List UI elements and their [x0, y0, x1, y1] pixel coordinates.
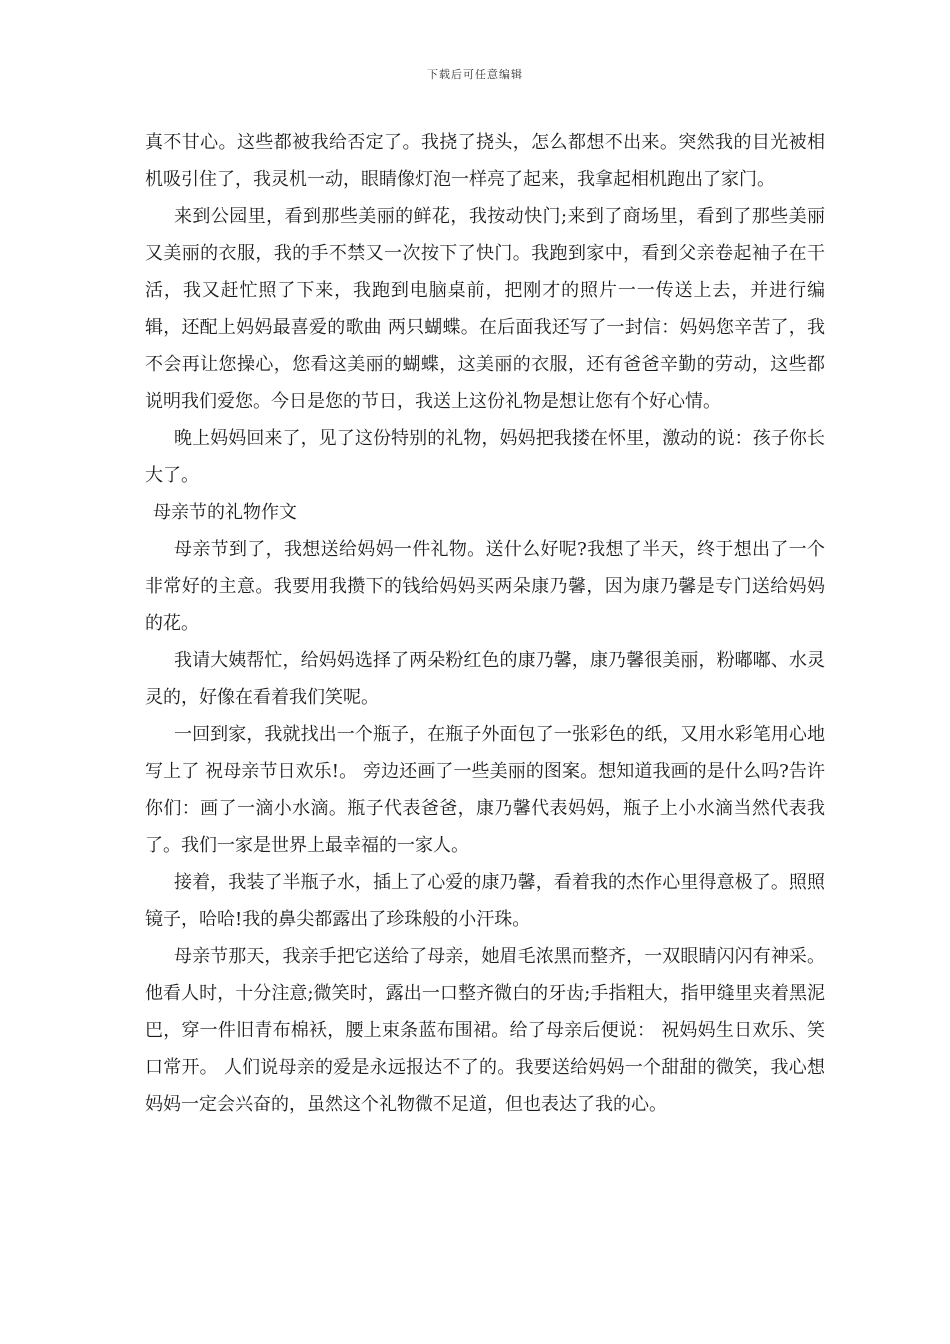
section-heading: 母亲节的礼物作文	[153, 502, 297, 523]
paragraph-2: 来到公园里，看到那些美丽的鲜花，我按动快门;来到了商场里，看到了那些美丽又美丽的衣服，我的手不禁又一次按下了快门。我跑到家中，看到父亲卷起袖子在干活，我又赶忙照了下来，我跑到电脑桌前，把刚才的照片一一传送上去，并进行编辑，还配上妈妈最喜爱的歌曲 两只蝴蝶。在后面我还写了一封信：妈妈您辛苦了，我不会再让您操心，您看这美丽的蝴蝶，这美丽的衣服，还有爸爸辛勤的劳动，这些都说明我们爱您。今日是您的节日，我送上这份礼物是想让您有个好心情。	[145, 206, 825, 412]
paragraph-7: 接着，我装了半瓶子水，插上了心爱的康乃馨，看着我的杰作心里得意极了。照照镜子，哈哈!我的鼻尖都露出了珍珠般的小汗珠。	[145, 872, 825, 930]
paragraph-1: 真不甘心。这些都被我给否定了。我挠了挠头，怎么都想不出来。突然我的目光被相机吸引住了，我灵机一动，眼睛像灯泡一样亮了起来，我拿起相机跑出了家门。	[145, 132, 825, 190]
paragraph-6: 一回到家，我就找出一个瓶子，在瓶子外面包了一张彩色的纸，又用水彩笔用心地写上了 祝母亲节日欢乐!。 旁边还画了一些美丽的图案。想知道我画的是什么吗?告许你们：画了一滴小水滴。瓶子代表爸爸，康乃馨代表妈妈，瓶子上小水滴当然代表我了。我们一家是世界上最幸福的一家人。	[145, 724, 825, 856]
paragraph-4: 母亲节到了，我想送给妈妈一件礼物。送什么好呢?我想了半天，终于想出了一个非常好的主意。我要用我攒下的钱给妈妈买两朵康乃馨，因为康乃馨是专门送给妈妈的花。	[145, 539, 825, 634]
page-header: 下载后可任意编辑	[427, 68, 523, 81]
paragraph-3: 晚上妈妈回来了，见了这份特别的礼物，妈妈把我搂在怀里，激动的说：孩子你长大了。	[145, 428, 825, 486]
paragraph-8: 母亲节那天，我亲手把它送给了母亲，她眉毛浓黑而整齐，一双眼睛闪闪有神采。他看人时，十分注意;微笑时，露出一口整齐微白的牙齿;手指粗大，指甲缝里夹着黑泥巴，穿一件旧青布棉袄，腰上束条蓝布围裙。给了母亲后便说： 祝妈妈生日欢乐、笑口常开。 人们说母亲的爱是永远报达不了的。我要送给妈妈一个甜甜的微笑，我心想妈妈一定会兴奋的，虽然这个礼物微不足道，但也表达了我的心。	[145, 946, 825, 1115]
document-body	[145, 124, 825, 1123]
paragraph-5: 我请大姨帮忙，给妈妈选择了两朵粉红色的康乃馨，康乃馨很美丽，粉嘟嘟、水灵灵的，好像在看着我们笑呢。	[145, 650, 825, 708]
